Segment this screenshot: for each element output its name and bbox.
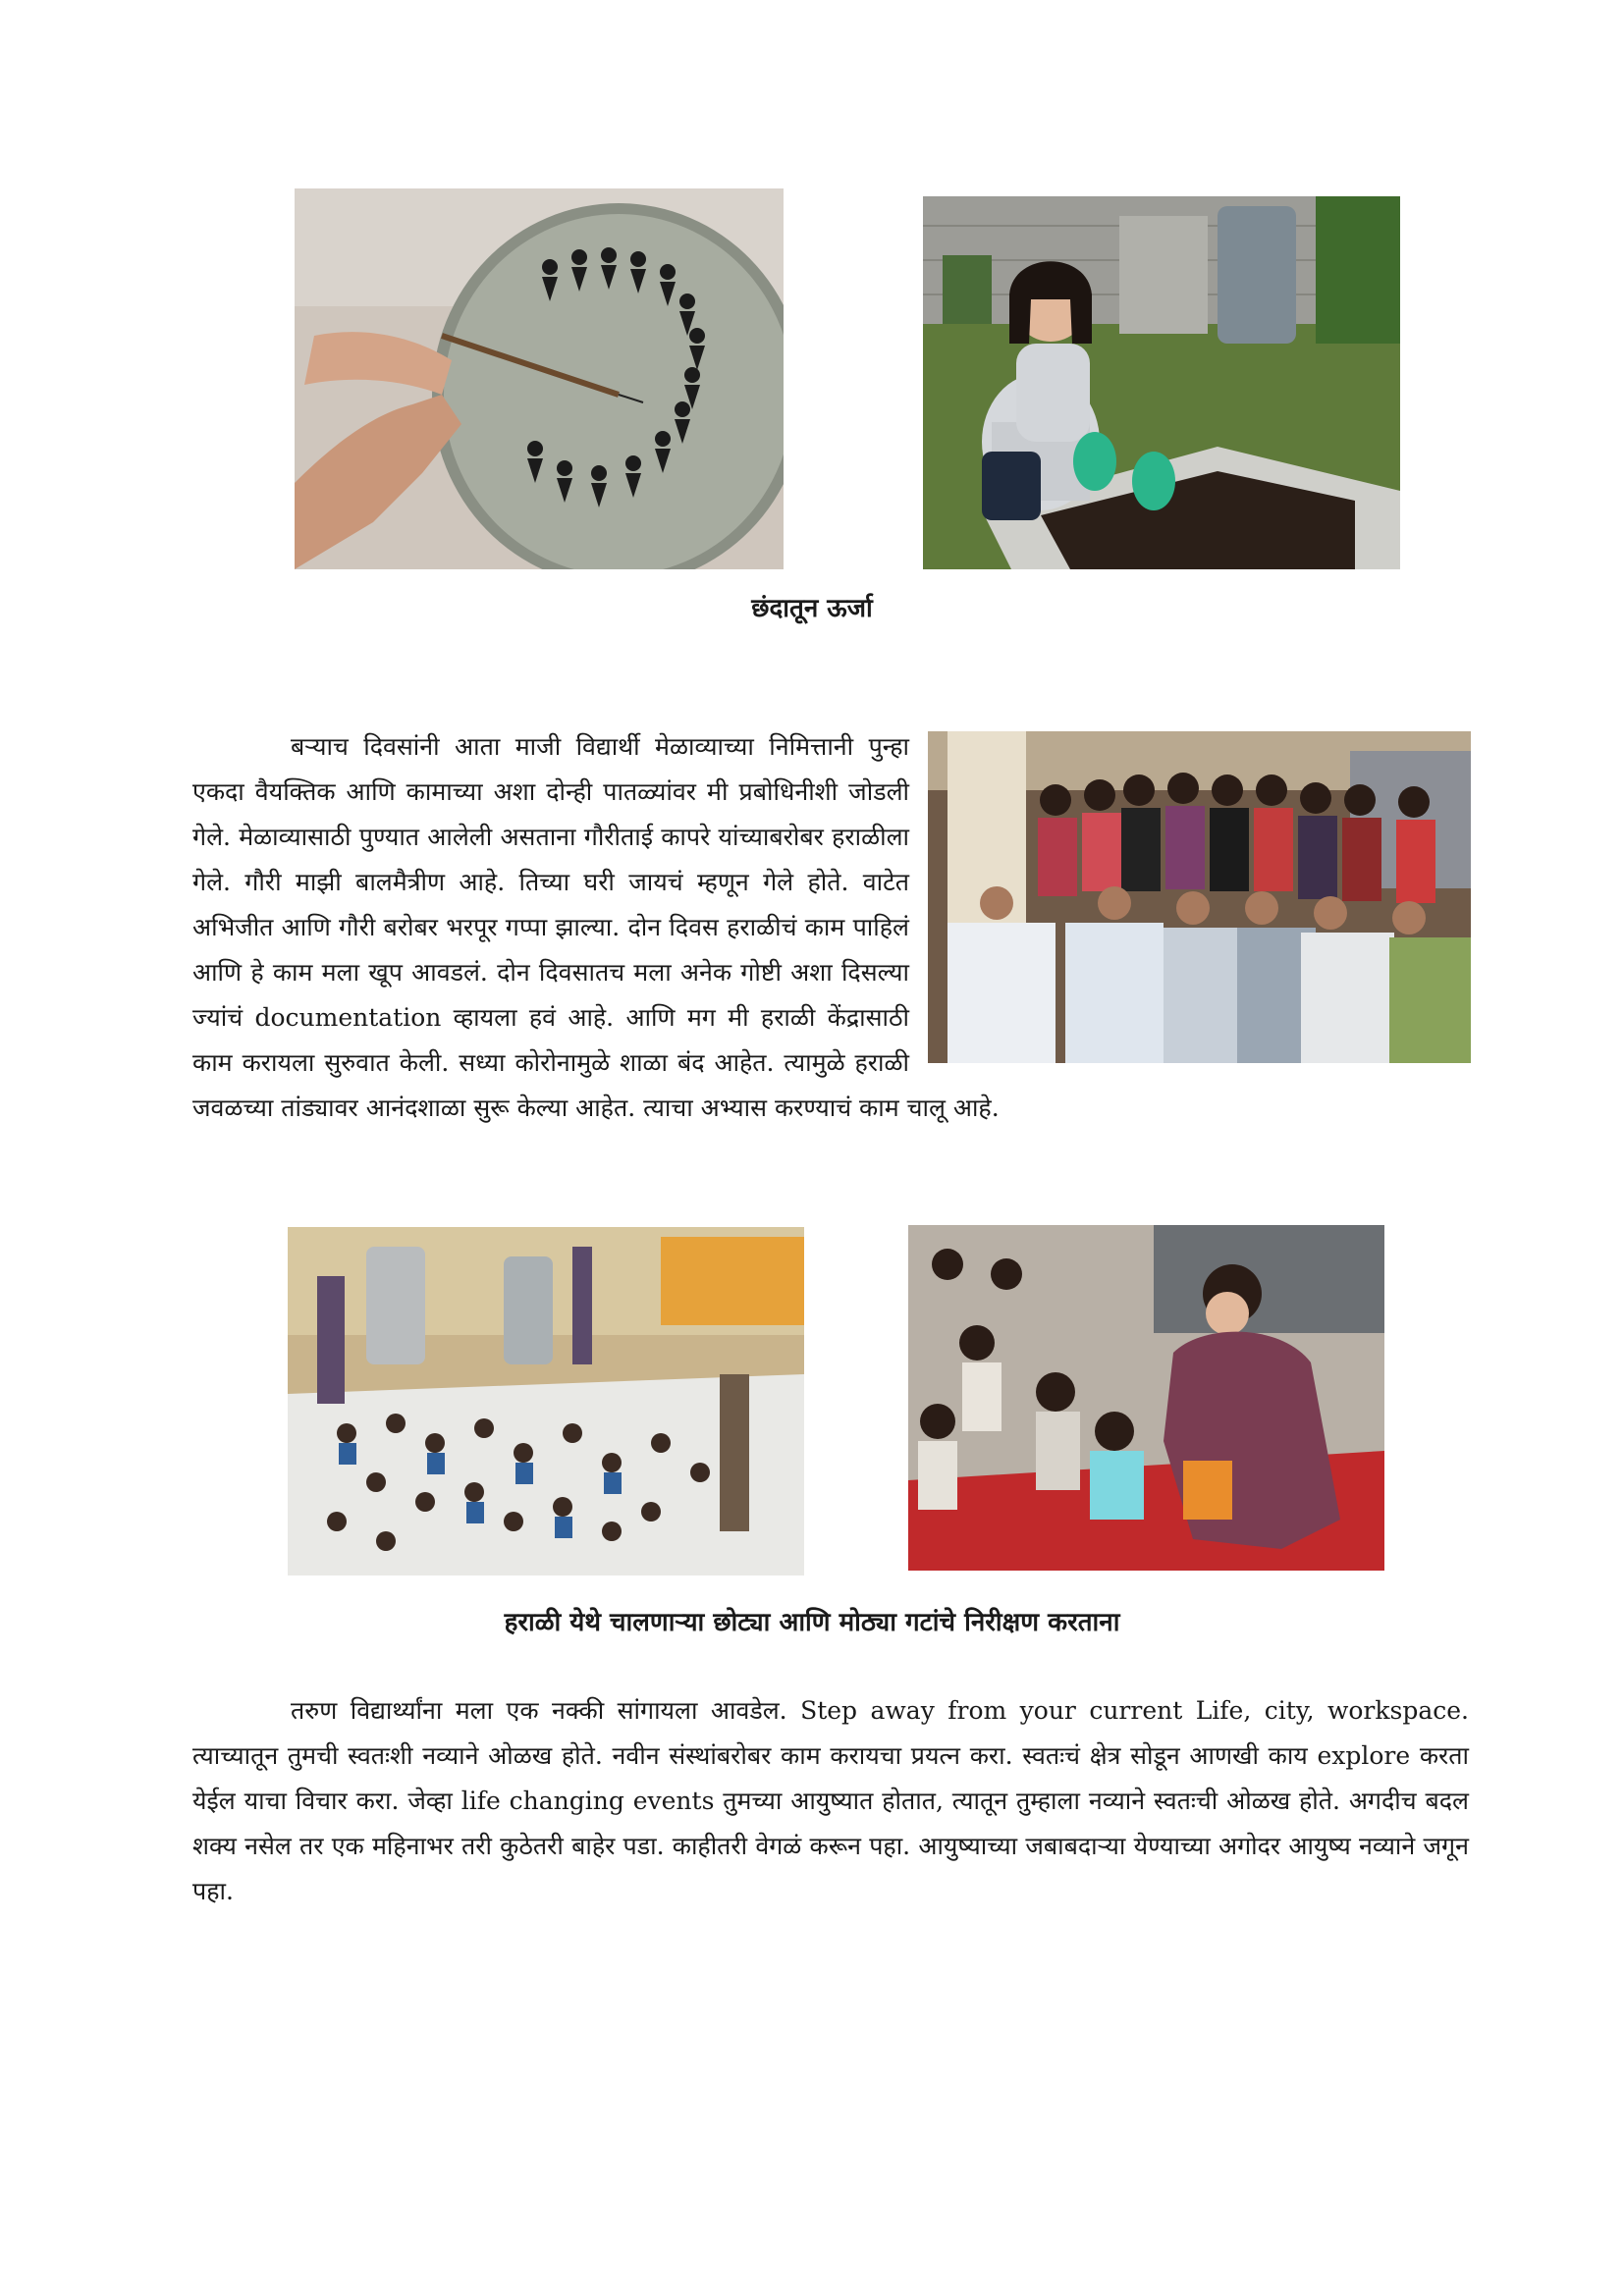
section4-paragraph-text: तरुण विद्यार्थ्यांना मला एक नक्की सांगायला आवडेल. Step away from your current Life, city, workspace. त्याच्यातून तुमची स्वतःशी नव्याने ओळख होते. नवीन संस्थांबरोबर काम करायचा प्रयत्न करा. स्वतःचं क्षेत्र सोडून आणखी काय explore करता येईल याचा विचार करा. जेव्हा life changing events तुमच्या आयुष्यात होतात, त्यातून तुम्हाला नव्याने स्वतःची ओळख होते. अगदीच बदल शक्य नसेल तर एक महिनाभर तरी कुठेतरी बाहेर पडा. काहीतरी वेगळं करून पहा. आयुष्याच्या जबाबदाऱ्या येण्याच्या अगोदर आयुष्य नव्याने जगून पहा. bbox=[192, 1696, 1469, 1905]
section2-paragraph-text: बऱ्याच दिवसांनी आता माजी विद्यार्थी मेळाव्याच्या निमित्तानी पुन्हा एकदा वैयक्तिक आणि कामाच्या अशा दोन्ही पातळ्यांवर मी प्रबोधिनीशी जोडली गेले. मेळाव्यासाठी पुण्यात आलेली असताना गौरीताई कापरे यांच्याबरोबर हराळीला गेले. गौरी माझी बालमैत्रीण आहे. तिच्या घरी जायचं म्हणून गेले होते. वाटेत अभिजीत आणि गौरी बरोबर भरपूर गप्पा झाल्या. दोन दिवस हराळीचं काम पाहिलं आणि हे काम मला खूप आवडलं. दोन दिवसातच मला अनेक गोष्टी अशा दिसल्या ज्यांचं documentation व्हायला हवं आहे. आणि मग मी हराळी केंद्रासाठी काम करायला सुरुवात केली. सध्या कोरोनामुळे शाळा बंद आहेत. त्यामुळे हराळी जवळच्या तांड्यावर आनंदशाळा सुरू केल्या आहेत. त्याचा अभ्यास करण्याचं काम चालू आहे. bbox=[192, 732, 1000, 1122]
classroom-large-group-photo bbox=[288, 1227, 804, 1575]
section1-caption: छंदातून ऊर्जा bbox=[751, 594, 873, 623]
section4-paragraph bbox=[192, 1688, 1469, 1914]
gardening-photo bbox=[923, 196, 1400, 569]
classroom-small-group-photo bbox=[908, 1225, 1384, 1571]
warli-plate-photo bbox=[295, 188, 784, 569]
section2-paragraph bbox=[192, 724, 1469, 1131]
section3-caption: हराळी येथे चालणाऱ्या छोट्या आणि मोठ्या गटांचे निरीक्षण करताना bbox=[504, 1608, 1120, 1637]
